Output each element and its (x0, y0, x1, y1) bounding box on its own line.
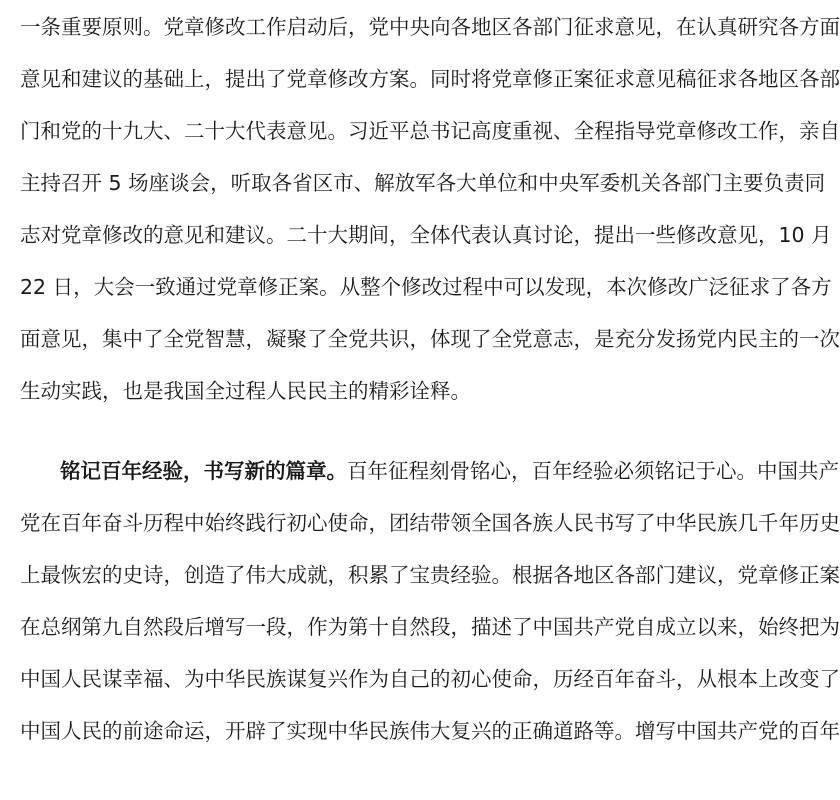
paragraph-gap (20, 417, 772, 445)
paragraph-1-line: 面意见，集中了全党智慧，凝聚了全党共识，体现了全党意志，是充分发扬党内民主的一次 (20, 327, 840, 351)
paragraph-1-line: 一条重要原则。党章修改工作启动后，党中央向各地区各部门征求意见，在认真研究各方面 (20, 15, 840, 39)
paragraph-2-line: 中国人民谋幸福、为中华民族谋复兴作为自己的初心使命，历经百年奋斗，从根本上改变了 (20, 667, 840, 691)
paragraph-2-line: 在总纲第九自然段后增写一段，作为第十自然段，描述了中国共产党自成立以来，始终把为 (20, 615, 840, 639)
paragraph-2-line: 党在百年奋斗历程中始终践行初心使命，团结带领全国各族人民书写了中华民族几千年历史 (20, 511, 840, 535)
paragraph-2-line: 中国人民的前途命运，开辟了实现中华民族伟大复兴的正确道路等。增写中国共产党的百年 (20, 719, 840, 743)
paragraph-1-line: 22 日，大会一致通过党章修正案。从整个修改过程中可以发现，本次修改广泛征求了各方 (20, 275, 832, 299)
paragraph-1-line: 主持召开 5 场座谈会，听取各省区市、解放军各大单位和中央军委机关各部门主要负责同 (20, 171, 826, 195)
paragraph-1-line: 意见和建议的基础上，提出了党章修改方案。同时将党章修正案征求意见稿征求各地区各部 (20, 67, 840, 91)
paragraph-2-lead-heading: 铭记百年经验，书写新的篇章。 (60, 459, 347, 483)
paragraph-1-line: 志对党章修改的意见和建议。二十大期间，全体代表认真讨论，提出一些修改意见，10 月 (20, 223, 832, 247)
paragraph-1-line: 生动实践，也是我国全过程人民民主的精彩诠释。 (20, 379, 471, 403)
paragraph-2-line: 上最恢宏的史诗，创造了伟大成就，积累了宝贵经验。根据各地区各部门建议，党章修正案 (20, 563, 840, 587)
paragraph-2-first-line-rest: 百年征程刻骨铭心，百年经验必须铭记于心。中国共产 (347, 459, 839, 483)
paragraph-1-line: 门和党的十九大、二十大代表意见。习近平总书记高度重视、全程指导党章修改工作，亲自 (20, 119, 840, 143)
paragraph-2-first-line (20, 445, 839, 497)
